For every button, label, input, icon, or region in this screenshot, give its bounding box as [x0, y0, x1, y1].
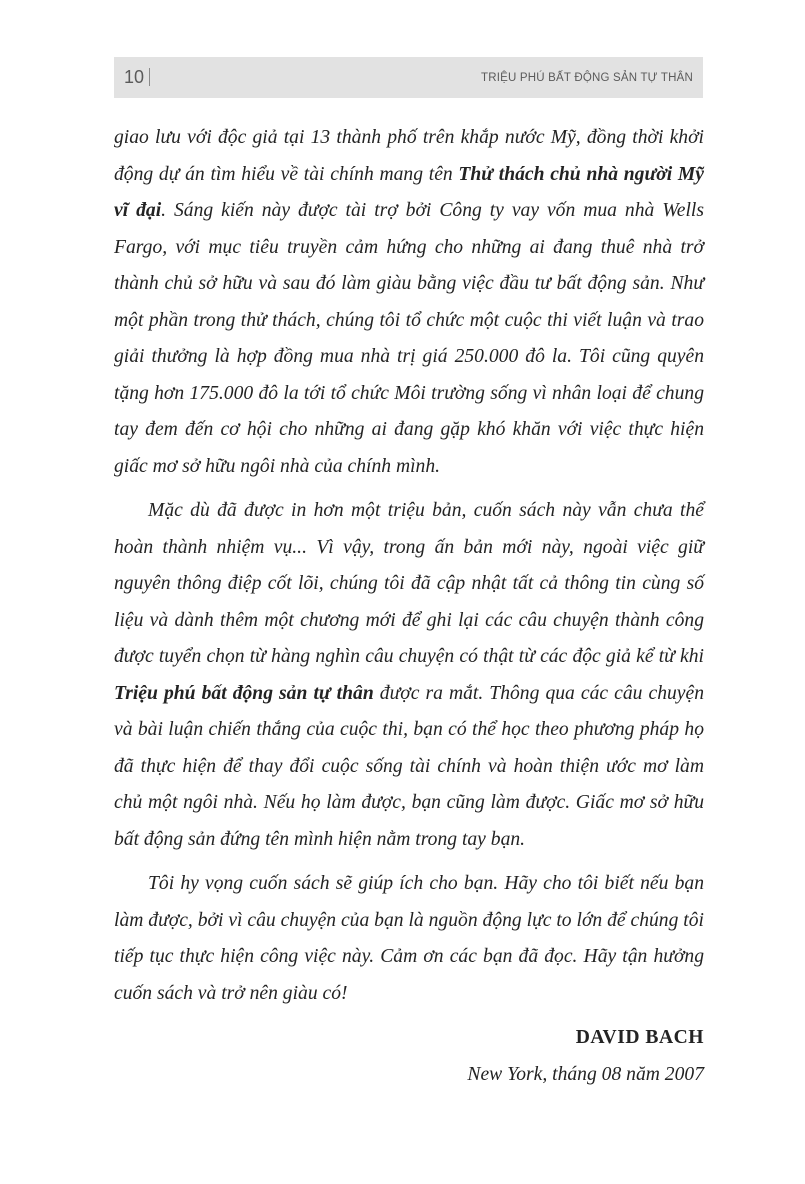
paragraph-2-text-a: Mặc dù đã được in hơn một triệu bản, cuốn sách này vẫn chưa thể hoàn thành nhiệm vụ... Vì vậy, trong ấn bản mới này, ngoài việc giữ nguyên thông điệp cốt lõi, chúng tôi đã cập nhật tất cả thông tin cùng số liệu và dành thêm một chương mới để ghi lại các câu chuyện thành công được tuyển chọn từ hàng nghìn câu chuyện có thật từ các độc giả kể từ khi	[114, 500, 704, 667]
paragraph-3: Tôi hy vọng cuốn sách sẽ giúp ích cho bạn. Hãy cho tôi biết nếu bạn làm được, bởi vì câu chuyện của bạn là nguồn động lực to lớn để chúng tôi tiếp tục thực hiện công việc này. Cảm ơn các bạn đã đọc. Hãy tận hưởng cuốn sách và trở nên giàu có!	[114, 873, 704, 1004]
running-title: TRIỆU PHÚ BẤT ĐỘNG SẢN TỰ THÂN	[481, 72, 693, 84]
paragraph-1-text-a: giao lưu với độc giả tại 13 thành phố trên khắp nước Mỹ, đồng thời khởi động dự án tìm hiểu về tài chính mang tên	[114, 127, 704, 185]
place-date: New York, tháng 08 năm 2007	[467, 1063, 704, 1085]
paragraph-1	[114, 120, 704, 485]
paragraph-1-text-b: . Sáng kiến này được tài trợ bởi Công ty vay vốn mua nhà Wells Fargo, với mục tiêu truyền cảm hứng cho những ai đang thuê nhà trở thành chủ sở hữu và sau đó làm giàu bằng việc đầu tư bất động sản. Như một phần trong thử thách, chúng tôi tổ chức một cuộc thi viết luận và trao giải thưởng là hợp đồng mua nhà trị giá 250.000 đô la. Tôi cũng quyên tặng hơn 175.000 đô la tới tổ chức Môi trường sống vì nhân loại để chung tay đem đến cơ hội cho những ai đang gặp khó khăn với việc thực hiện giấc mơ sở hữu ngôi nhà của chính mình.	[114, 200, 704, 477]
paragraph-1-bold-title: Thử thách chủ nhà người Mỹ vĩ đại	[114, 163, 704, 221]
page-body	[114, 120, 704, 1093]
page-number: 10	[124, 67, 145, 87]
page-header	[114, 57, 703, 98]
author-signature: DAVID BACH	[575, 1027, 704, 1048]
header-divider	[149, 68, 150, 86]
paragraph-2-bold-title: Triệu phú bất động sản tự thân	[114, 682, 374, 704]
paragraph-2	[114, 493, 704, 858]
paragraph-2-text-b: được ra mắt. Thông qua các câu chuyện và bài luận chiến thắng của cuộc thi, bạn có thể học theo phương pháp họ đã thực hiện để thay đổi cuộc sống tài chính và hoàn thiện ước mơ làm chủ một ngôi nhà. Nếu họ làm được, bạn cũng làm được. Giấc mơ sở hữu bất động sản đứng tên mình hiện nằm trong tay bạn.	[114, 682, 704, 850]
